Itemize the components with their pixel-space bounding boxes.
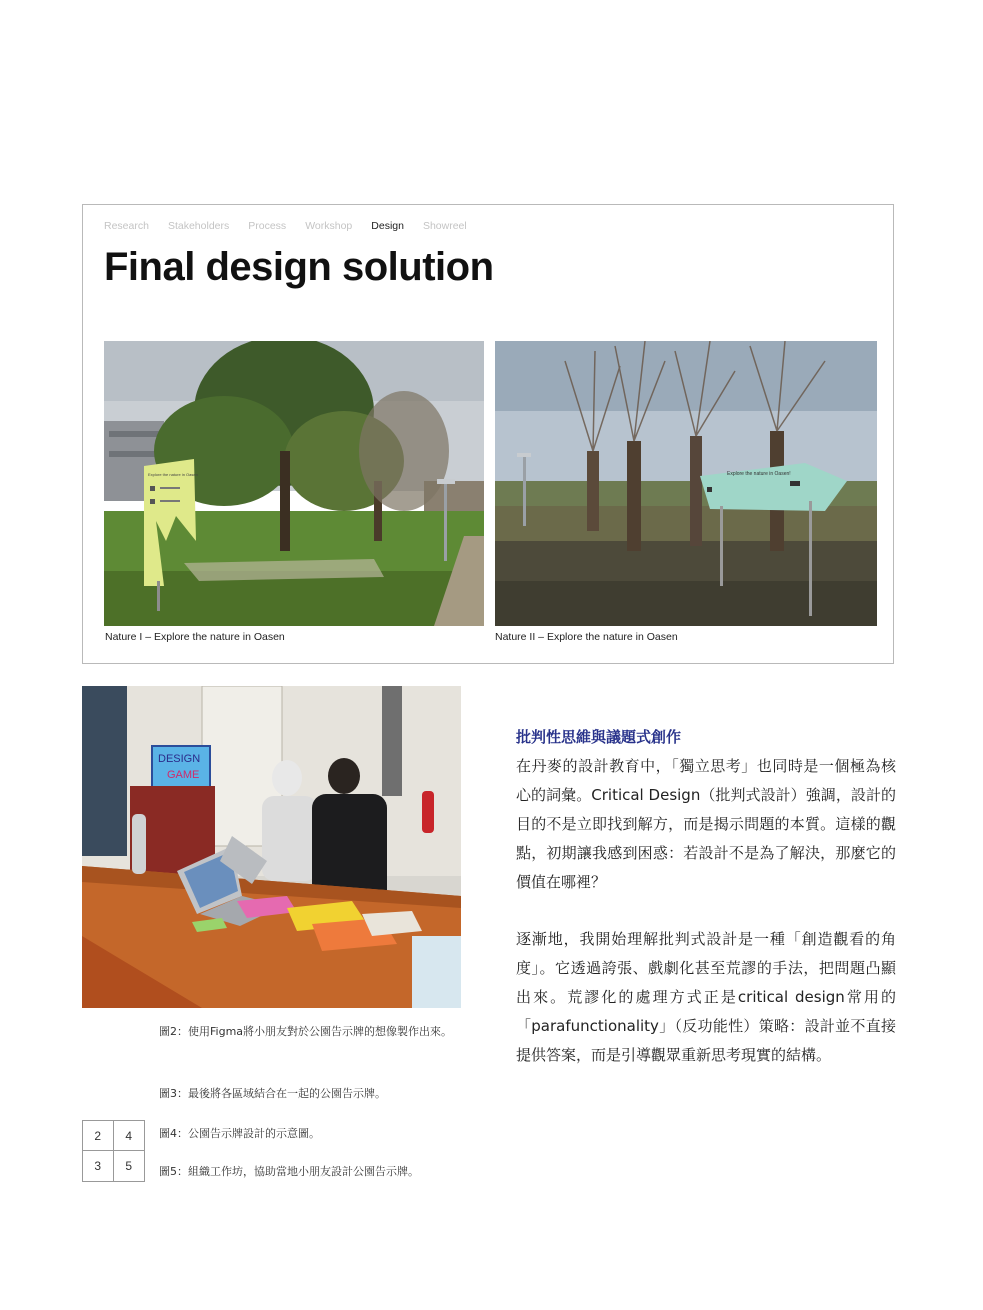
figure-caption-2: 圖2：使用Figma將小朋友對於公園告示牌的想像製作出來。: [159, 1025, 453, 1038]
figure-caption-3: 圖3：最後將各區域結合在一起的公園告示牌。: [159, 1087, 386, 1100]
figure-caption-5: 圖5：組織工作坊，協助當地小朋友設計公園告示牌。: [159, 1165, 419, 1178]
photo-nature-2: [495, 341, 877, 626]
grid-cell-2: 2: [83, 1121, 114, 1151]
photo-nature-1: [104, 341, 484, 626]
article-paragraph-2: 逐漸地，我開始理解批判式設計是一種「創造觀看的角度」。它透過誇張、戲劇化甚至荒謬的手法，把問題凸顯出來。荒謬化的處理方式正是critical design常用的「parafunctionality」（反功能性）策略：設計並不直接提供答案，而是引導觀眾重新思考現實的結構。: [516, 930, 896, 1064]
caption-nature-1: Nature I – Explore the nature in Oasen: [105, 631, 285, 643]
grid-cell-5: 5: [125, 1159, 133, 1173]
nav-item-stakeholders: Stakeholders: [167, 220, 230, 232]
nav-item-showreel: Showreel: [422, 220, 467, 232]
caption-nature-2: Nature II – Explore the nature in Oasen: [495, 631, 678, 643]
sign-text-1: Explore the nature in Oasen: [148, 472, 198, 477]
article-heading: 批判性思維與議題式創作: [516, 728, 682, 746]
photo-workshop: [82, 686, 461, 1008]
grid-cell-3: 3: [83, 1151, 114, 1181]
figure-number-grid: [82, 1120, 145, 1182]
nav-item-research: Research: [104, 220, 149, 232]
figure-caption-4: 圖4：公園告示牌設計的示意圖。: [159, 1127, 320, 1140]
board-text-1: DESIGN: [158, 753, 201, 765]
article-paragraph-1: 在丹麥的設計教育中，「獨立思考」也同時是一個極為核心的詞彙。Critical Design（批判式設計）強調，設計的目的不是立即找到解方，而是揭示問題的本質。這樣的觀點，初期讓我感到困惑：若設計不是為了解決，那麼它的價值在哪裡？: [516, 757, 896, 891]
screenshot-title: Final design solution: [104, 245, 494, 289]
grid-cell-4: 4: [114, 1121, 145, 1151]
nav-item-process: Process: [248, 220, 287, 232]
nav-item-design: Design: [371, 220, 404, 232]
screenshot-nav: [104, 220, 467, 232]
embedded-screenshot: [82, 204, 894, 664]
board-text-2: GAME: [167, 769, 200, 781]
nav-item-workshop: Workshop: [305, 220, 353, 232]
sign-text-2: Explore the nature in Oasen!: [727, 471, 791, 477]
